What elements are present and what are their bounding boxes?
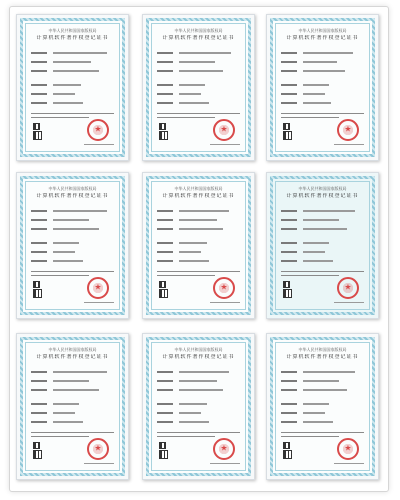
signature-line bbox=[84, 302, 114, 303]
certificate-title: 计算机软件著作权登记证书 bbox=[36, 193, 109, 199]
signature-line bbox=[210, 302, 240, 303]
official-seal-icon: ★ bbox=[213, 119, 235, 141]
certificate-title: 计算机软件著作权登记证书 bbox=[286, 35, 359, 41]
qr-code-icon bbox=[283, 131, 292, 140]
certificate-fields bbox=[281, 368, 364, 427]
qr-code-icon bbox=[159, 123, 166, 130]
certificate-title: 计算机软件著作权登记证书 bbox=[286, 354, 359, 360]
qr-code-icon bbox=[283, 123, 290, 130]
certificate-issuer: 中华人民共和国国家版权局 bbox=[48, 28, 97, 33]
qr-code-icon bbox=[159, 450, 168, 459]
signature-line bbox=[210, 463, 240, 464]
qr-code-icon bbox=[159, 289, 168, 298]
certificate-title: 计算机软件著作权登记证书 bbox=[162, 354, 235, 360]
official-seal-icon: ★ bbox=[87, 119, 109, 141]
certificate-title: 计算机软件著作权登记证书 bbox=[162, 35, 235, 41]
signature-line bbox=[84, 463, 114, 464]
official-seal-icon: ★ bbox=[337, 277, 359, 299]
certificate-border bbox=[20, 18, 125, 157]
qr-code-icon bbox=[283, 442, 290, 449]
certificate-issuer: 中华人民共和国国家版权局 bbox=[174, 347, 223, 352]
qr-code-icon bbox=[33, 450, 42, 459]
certificate-issuer: 中华人民共和国国家版权局 bbox=[174, 186, 223, 191]
signature-line bbox=[84, 144, 114, 145]
signature-line bbox=[334, 302, 364, 303]
certificate-title: 计算机软件著作权登记证书 bbox=[162, 193, 235, 199]
official-seal-icon: ★ bbox=[213, 438, 235, 460]
certificate-issuer: 中华人民共和国国家版权局 bbox=[298, 347, 347, 352]
certificate-border bbox=[146, 18, 251, 157]
certificate-fields bbox=[31, 207, 114, 266]
certificate-fields bbox=[157, 49, 240, 108]
qr-code-icon bbox=[33, 442, 40, 449]
certificate-fields bbox=[281, 207, 364, 266]
certificate-card[interactable] bbox=[266, 14, 379, 161]
qr-code-icon bbox=[159, 281, 166, 288]
certificate-border bbox=[20, 176, 125, 315]
certificate-card[interactable] bbox=[266, 172, 379, 319]
certificate-issuer: 中华人民共和国国家版权局 bbox=[48, 186, 97, 191]
official-seal-icon: ★ bbox=[87, 438, 109, 460]
certificate-card[interactable] bbox=[142, 14, 255, 161]
certificate-fields bbox=[31, 49, 114, 108]
certificate-card[interactable] bbox=[16, 14, 129, 161]
official-seal-icon: ★ bbox=[87, 277, 109, 299]
certificate-fields bbox=[157, 207, 240, 266]
official-seal-icon: ★ bbox=[337, 119, 359, 141]
qr-code-icon bbox=[33, 131, 42, 140]
certificate-border bbox=[270, 18, 375, 157]
qr-code-icon bbox=[159, 131, 168, 140]
qr-code-icon bbox=[33, 123, 40, 130]
signature-line bbox=[334, 144, 364, 145]
certificate-title: 计算机软件著作权登记证书 bbox=[36, 35, 109, 41]
qr-code-icon bbox=[159, 442, 166, 449]
qr-code-icon bbox=[283, 281, 290, 288]
qr-code-icon bbox=[283, 289, 292, 298]
certificate-card[interactable] bbox=[16, 172, 129, 319]
certificate-border bbox=[270, 176, 375, 315]
qr-code-icon bbox=[33, 281, 40, 288]
certificate-title: 计算机软件著作权登记证书 bbox=[36, 354, 109, 360]
certificate-issuer: 中华人民共和国国家版权局 bbox=[298, 28, 347, 33]
certificate-card[interactable] bbox=[142, 172, 255, 319]
certificate-border bbox=[146, 176, 251, 315]
signature-line bbox=[210, 144, 240, 145]
certificate-card[interactable] bbox=[266, 333, 379, 480]
certificate-card[interactable] bbox=[16, 333, 129, 480]
certificate-issuer: 中华人民共和国国家版权局 bbox=[48, 347, 97, 352]
certificate-issuer: 中华人民共和国国家版权局 bbox=[298, 186, 347, 191]
certificate-issuer: 中华人民共和国国家版权局 bbox=[174, 28, 223, 33]
certificate-fields bbox=[31, 368, 114, 427]
qr-code-icon bbox=[33, 289, 42, 298]
certificate-card[interactable] bbox=[142, 333, 255, 480]
certificate-fields bbox=[157, 368, 240, 427]
qr-code-icon bbox=[283, 450, 292, 459]
signature-line bbox=[334, 463, 364, 464]
certificate-border bbox=[270, 337, 375, 476]
certificate-border bbox=[20, 337, 125, 476]
official-seal-icon: ★ bbox=[337, 438, 359, 460]
official-seal-icon: ★ bbox=[213, 277, 235, 299]
certificate-fields bbox=[281, 49, 364, 108]
certificate-border bbox=[146, 337, 251, 476]
certificate-title: 计算机软件著作权登记证书 bbox=[286, 193, 359, 199]
